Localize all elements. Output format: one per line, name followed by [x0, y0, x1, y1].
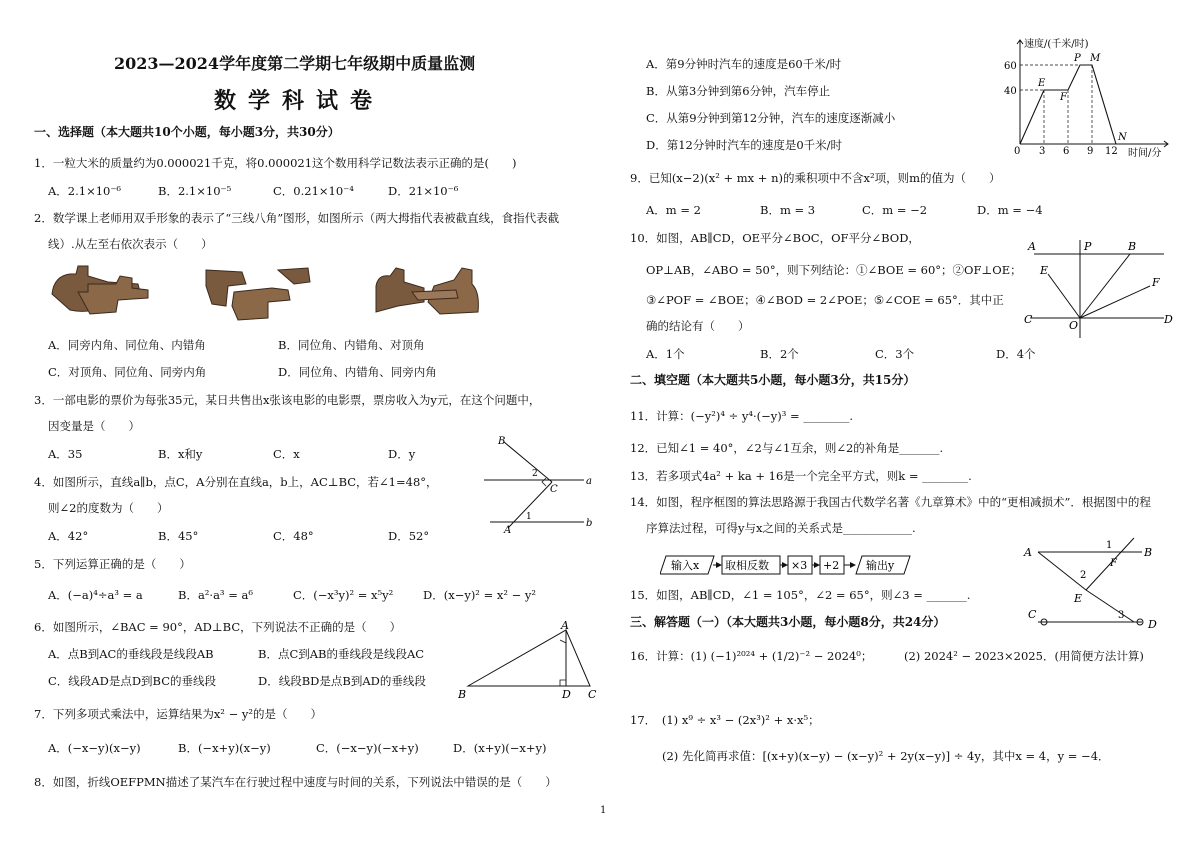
fig4-label-1: 1 — [526, 512, 532, 522]
q3-option-c[interactable]: C．x — [273, 447, 300, 461]
fig4-label-b: B — [498, 436, 506, 447]
q10-option-a[interactable]: A．1个 — [646, 347, 685, 361]
graph8-xtick-12: 12 — [1105, 146, 1118, 157]
q6-option-c[interactable]: C．线段AD是点D到BC的垂线段 — [48, 674, 217, 688]
q10-stem-line2: OP⊥AB，∠ABO = 50°，则下列结论：①∠BOE = 60°；②OF⊥OE； — [646, 263, 1022, 277]
q5-option-d[interactable]: D．(x−y)² = x² − y² — [423, 588, 537, 602]
fig6-label-a: A — [561, 620, 569, 632]
q1-option-a[interactable]: A．2.1×10⁻⁶ — [48, 184, 122, 198]
flow-input: 输入x — [671, 559, 700, 572]
q9-option-c[interactable]: C．m = −2 — [862, 203, 928, 217]
q10-stem-line1: 10．如图，AB∥CD，OE平分∠BOC，OF平分∠BOD， — [630, 231, 920, 245]
section-3-heading: 三、解答题（一）（本大题共3小题，每小题8分，共24分） — [630, 615, 946, 629]
fig10-label-d: D — [1164, 313, 1173, 326]
q10-option-c[interactable]: C．3个 — [875, 347, 915, 361]
fig10-label-f: F — [1152, 276, 1160, 289]
q5-stem: 5．下列运算正确的是（ ） — [34, 557, 191, 571]
q2-stem-line2: 线）.从左至右依次表示（ ） — [48, 237, 213, 251]
q7-stem: 7．下列多项式乘法中，运算结果为x² − y²的是（ ） — [34, 707, 322, 721]
q9-stem: 9．已知(x−2)(x² + mx + n)的乘积项中不含x²项，则m的值为（ ） — [630, 171, 1001, 185]
q9-option-a[interactable]: A．m = 2 — [646, 203, 701, 217]
fig10-label-p: P — [1084, 240, 1092, 253]
graph8-point-e: E — [1038, 78, 1046, 89]
q14-flowchart — [660, 554, 920, 578]
q6-option-d[interactable]: D．线段BD是点B到AD的垂线段 — [258, 674, 426, 688]
q7-option-d[interactable]: D．(x+y)(−x+y) — [453, 741, 547, 755]
q16-part2: (2) 2024² − 2023×2025．(用简便方法计算) — [904, 649, 1144, 663]
q3-option-b[interactable]: B．x和y — [158, 447, 203, 461]
page-number: 1 — [600, 805, 607, 816]
section-1-heading: 一、选择题（本大题共10个小题，每小题3分，共30分） — [34, 125, 340, 139]
fig15-label-e: E — [1074, 592, 1083, 605]
section-2-heading: 二、填空题（本大题共5小题，每小题3分，共15分） — [630, 373, 916, 387]
q6-triangle-figure — [458, 620, 603, 702]
fig4-label-line-b: b — [586, 518, 593, 529]
q10-option-b[interactable]: B．2个 — [760, 347, 799, 361]
q8-option-b[interactable]: B．从第3分钟到第6分钟，汽车停止 — [646, 84, 831, 98]
fig15-label-d: D — [1148, 618, 1157, 631]
fig15-label-b: B — [1144, 546, 1153, 559]
q10-stem-line3: ③∠POF = ∠BOE；④∠BOD = 2∠POE；⑤∠COE = 65°．其中正 — [646, 293, 1004, 307]
graph8-ylabel: 速度/(千米/时) — [1024, 39, 1089, 50]
fig10-label-b: B — [1128, 240, 1137, 253]
flow-plus2: +2 — [823, 559, 840, 572]
q10-stem-line4: 确的结论有（ ） — [646, 319, 750, 333]
q2-option-c[interactable]: C．对顶角、同位角、同旁内角 — [48, 365, 207, 379]
fig6-label-d: D — [562, 688, 571, 701]
q4-option-d[interactable]: D．52° — [388, 529, 430, 543]
fig4-label-line-a: a — [586, 476, 592, 487]
graph8-xtick-3: 3 — [1039, 146, 1046, 157]
q3-stem-line1: 3．一部电影的票价为每张35元，某日共售出x张该电影的电影票，票房收入为y元，在这个问题中， — [34, 393, 541, 407]
flow-output: 输出y — [866, 559, 895, 572]
flow-times3: ×3 — [791, 559, 808, 572]
graph8-ytick-60: 60 — [1004, 61, 1017, 72]
q6-option-a[interactable]: A．点B到AC的垂线段是线段AB — [48, 647, 214, 661]
graph8-point-n: N — [1118, 132, 1127, 143]
fig10-label-o: O — [1069, 319, 1079, 332]
q15-figure — [1022, 536, 1172, 632]
q2-option-d[interactable]: D．同位角、内错角、同旁内角 — [278, 365, 437, 379]
q2-option-a[interactable]: A．同旁内角、同位角、内错角 — [48, 338, 206, 352]
fig15-label-c: C — [1028, 608, 1037, 621]
fig4-label-2: 2 — [532, 469, 538, 479]
graph8-xtick-0: 0 — [1014, 146, 1021, 157]
q10-option-d[interactable]: D．4个 — [996, 347, 1036, 361]
q14-stem-line1: 14．如图，程序框图的算法思路源于我国古代数学名著《九章算术》中的“更相减损术”．根据图中的程 — [630, 495, 1151, 509]
q8-option-a[interactable]: A．第9分钟时汽车的速度是60千米/时 — [646, 57, 842, 71]
fig15-label-1: 1 — [1106, 540, 1113, 551]
q15-stem: 15．如图，AB∥CD，∠1 = 105°，∠2 = 65°，则∠3 = _______. — [630, 588, 971, 602]
fig15-label-2: 2 — [1080, 570, 1087, 581]
q6-option-b[interactable]: B．点C到AB的垂线段是线段AC — [258, 647, 425, 661]
fig10-label-c: C — [1024, 313, 1033, 326]
q1-option-d[interactable]: D．21×10⁻⁶ — [388, 184, 459, 198]
fig15-label-3: 3 — [1118, 610, 1125, 621]
q4-option-c[interactable]: C．48° — [273, 529, 314, 543]
q9-option-d[interactable]: D．m = −4 — [977, 203, 1043, 217]
graph8-xtick-9: 9 — [1087, 146, 1094, 157]
q12-stem: 12．已知∠1 = 40°，∠2与∠1互余，则∠2的补角是_______. — [630, 441, 944, 455]
q4-stem-line2: 则∠2的度数为（ ） — [48, 501, 169, 515]
q4-figure — [484, 432, 594, 534]
hands-gesture-1 — [52, 266, 148, 314]
q8-option-d[interactable]: D．第12分钟时汽车的速度是0千米/时 — [646, 138, 843, 152]
q17-part1: 17． (1) x⁹ ÷ x³ − (2x³)² + x·x⁵； — [630, 713, 820, 727]
q11-stem: 11．计算：(−y²)⁴ ÷ y⁴·(−y)³ = ________. — [630, 409, 853, 423]
fig6-label-c: C — [588, 688, 597, 701]
graph8-xlabel: 时间/分 — [1128, 148, 1162, 159]
q7-option-a[interactable]: A．(−x−y)(x−y) — [48, 741, 141, 755]
fig10-label-a: A — [1028, 240, 1036, 253]
hands-gesture-3 — [376, 268, 478, 314]
graph8-xtick-6: 6 — [1063, 146, 1070, 157]
graph8-ytick-40: 40 — [1004, 86, 1017, 97]
flow-negate: 取相反数 — [725, 559, 769, 572]
hands-gesture-2 — [206, 268, 310, 320]
q3-option-d[interactable]: D．y — [388, 447, 416, 461]
fig4-label-a: A — [504, 525, 512, 534]
q8-option-c[interactable]: C．从第9分钟到第12分钟，汽车的速度逐渐减小 — [646, 111, 896, 125]
q2-hands-figure — [48, 262, 508, 326]
q5-option-a[interactable]: A．(−a)⁴÷a³ = a — [48, 588, 143, 602]
q1-stem: 1．一粒大米的质量约为0.000021千克，将0.000021这个数用科学记数法表示正确的是( ) — [34, 156, 517, 170]
q13-stem: 13．若多项式4a² + ka + 16是一个完全平方式，则k = ________. — [630, 469, 972, 483]
q7-option-c[interactable]: C．(−x−y)(−x+y) — [316, 741, 419, 755]
q8-stem: 8．如图，折线OEFPMN描述了某汽车在行驶过程中速度与时间的关系，下列说法中错误的是（ ） — [34, 775, 557, 789]
q4-option-b[interactable]: B．45° — [158, 529, 199, 543]
q5-option-c[interactable]: C．(−x³y)² = x⁵y² — [293, 588, 394, 602]
q8-speed-time-graph — [998, 36, 1178, 161]
q6-stem: 6．如图所示，∠BAC = 90°，AD⊥BC，下列说法不正确的是（ ） — [34, 620, 402, 634]
q7-option-b[interactable]: B．(−x+y)(x−y) — [178, 741, 271, 755]
fig15-label-f: F — [1110, 558, 1117, 569]
q5-option-b[interactable]: B．a²·a³ = a⁶ — [178, 588, 253, 602]
q10-figure — [1024, 236, 1174, 340]
q1-option-b[interactable]: B．2.1×10⁻⁵ — [158, 184, 232, 198]
q14-stem-line2: 序算法过程，可得y与x之间的关系式是____________. — [646, 521, 916, 535]
exam-title: 2023—2024学年度第二学期七年级期中质量监测 — [114, 54, 476, 73]
fig15-label-a: A — [1024, 546, 1032, 559]
q2-stem-line1: 2．数学课上老师用双手形象的表示了“三线八角”图形，如图所示（两大拇指代表被截直线，食指代表截 — [34, 211, 560, 225]
exam-subject: 数学科试卷 — [214, 88, 385, 114]
graph8-point-m: M — [1090, 53, 1101, 64]
q9-option-b[interactable]: B．m = 3 — [760, 203, 816, 217]
q4-stem-line1: 4．如图所示，直线a∥b，点C，A分别在直线a，b上，AC⊥BC，若∠1=48°， — [34, 475, 438, 489]
fig6-label-b: B — [458, 688, 467, 701]
q2-option-b[interactable]: B．同位角、内错角、对顶角 — [278, 338, 425, 352]
q1-option-c[interactable]: C．0.21×10⁻⁴ — [273, 184, 354, 198]
graph8-point-p: P — [1074, 53, 1081, 64]
graph8-point-f: F — [1060, 92, 1067, 103]
q17-part2: (2) 先化简再求值：[(x+y)(x−y) − (x−y)² + 2y(x−y)] ÷ 4y，其中x = 4，y = −4． — [662, 749, 1110, 763]
fig4-label-c: C — [550, 484, 558, 495]
q3-option-a[interactable]: A．35 — [48, 447, 83, 461]
q16-part1: 16．计算：(1) (−1)²⁰²⁴ + (1/2)⁻² − 2024⁰； — [630, 649, 873, 663]
fig10-label-e: E — [1040, 264, 1049, 277]
q4-option-a[interactable]: A．42° — [48, 529, 89, 543]
q3-stem-line2: 因变量是（ ） — [48, 419, 140, 433]
